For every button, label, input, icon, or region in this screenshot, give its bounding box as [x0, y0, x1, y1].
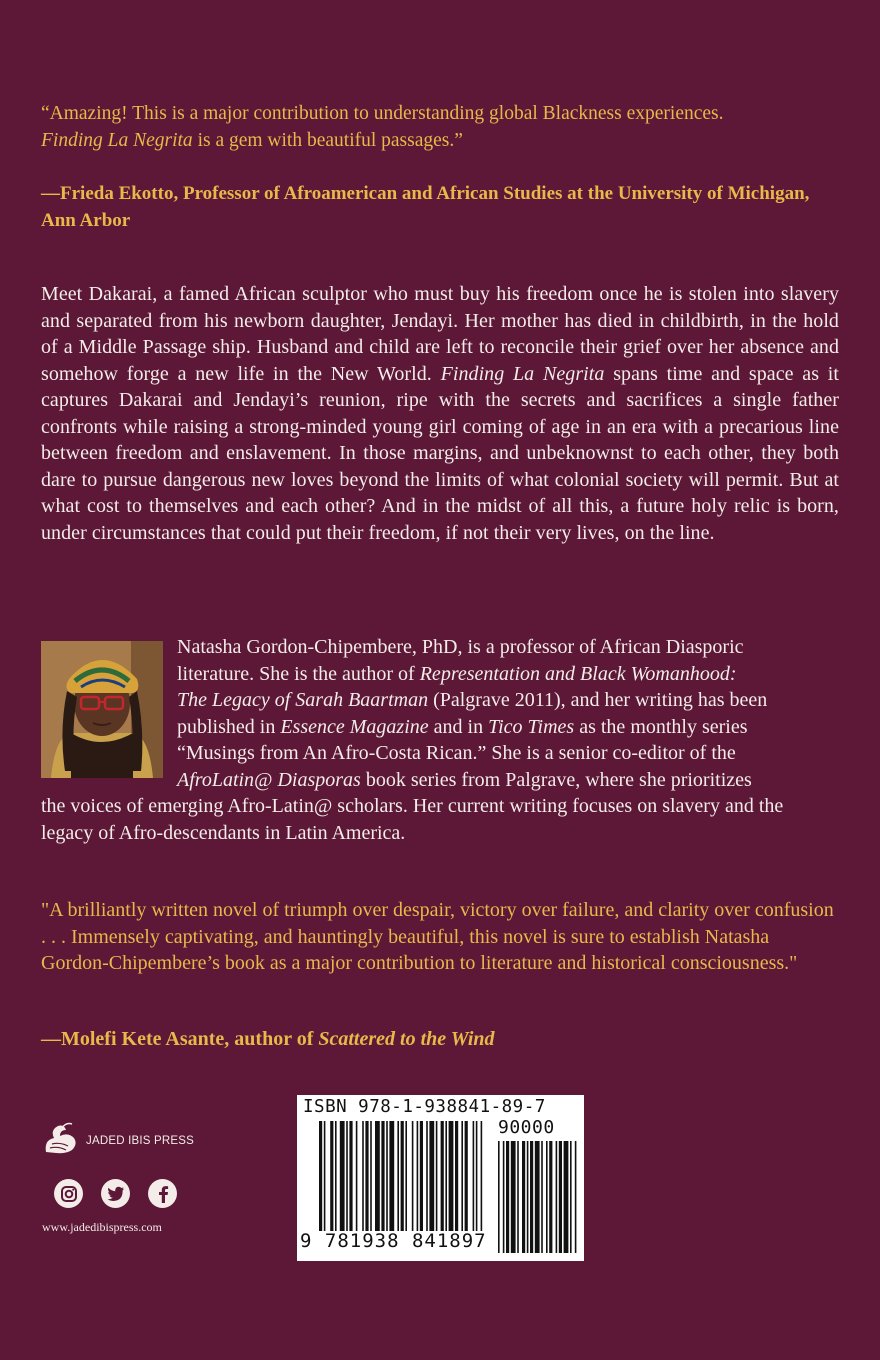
social-links [54, 1179, 202, 1208]
isbn-barcode [297, 1095, 584, 1261]
barcode-bar [473, 1121, 475, 1231]
barcode-bar [356, 1121, 358, 1231]
barcode-addon-bar [498, 1141, 500, 1253]
bio-series-title: AfroLatin@ Diasporas [177, 768, 361, 791]
barcode-bar [445, 1121, 447, 1231]
blurb-book-title: Finding La Negrita [440, 362, 605, 385]
barcode-bar [436, 1121, 438, 1231]
barcode-addon-bar [535, 1141, 540, 1253]
barcode-bar [349, 1121, 352, 1231]
barcode-bar [465, 1121, 468, 1231]
barcode-bar [420, 1121, 423, 1231]
bio-book-title-a: Representation and Black Womanhood: [419, 662, 737, 685]
barcode-bar [381, 1121, 384, 1231]
barcode-bar [324, 1121, 326, 1231]
barcode-bar [481, 1121, 483, 1231]
bio-line-4-b: and in [428, 715, 489, 738]
barcode-bar [426, 1121, 428, 1231]
barcode-bar [335, 1121, 337, 1231]
barcode-addon-bar [503, 1141, 505, 1253]
publisher-info [42, 1122, 202, 1235]
bio-line-6-text: book series from Palgrave, where she prioritizes [360, 768, 752, 791]
bio-line-5: “Musings from An Afro-Costa Rican.” She is a senior co-editor of the [177, 742, 736, 764]
isbn-label: ISBN 978-1-938841-89-7 [303, 1097, 546, 1117]
barcode-bar [389, 1121, 394, 1231]
barcode-bar [412, 1121, 414, 1231]
quote-2-attribution [41, 1026, 839, 1053]
barcode-bar [370, 1121, 372, 1231]
barcode-addon-bar [541, 1141, 543, 1253]
barcode-addon-bar [546, 1141, 548, 1253]
barcode-addon-bar [530, 1141, 533, 1253]
blurb-part-2: spans time and space as it captures Dakarai and Jendayi’s reunion, ripe with the secrets and sacrifices a single father confronts while raising a strong-minded young girl coming of age in an era with a precarious line between freedom and enslavement. In those margins, and unbeknownst to each other, they both dare to pursue dangerous new loves beyond the limits of what colonial society will permit. But at what cost to themselves and each other? And in the midst of all this, a future holy relic is born, under circumstances that could put their freedom, if not their very lives, on the line. [41, 362, 839, 544]
barcode-bar [441, 1121, 444, 1231]
quote-2-attribution-text: —Molefi Kete Asante, author of [41, 1028, 319, 1050]
barcode-bar [455, 1121, 458, 1231]
barcode-addon-bar [517, 1141, 519, 1253]
quote-1-book-title: Finding La Negrita [41, 130, 193, 151]
bio-line-4-a: published in [177, 715, 281, 738]
bio-line-4 [41, 714, 839, 741]
bio-magazine-2: Tico Times [488, 715, 575, 738]
barcode-bar [362, 1121, 364, 1231]
barcode-bar [386, 1121, 388, 1231]
barcode-addon-bar [522, 1141, 525, 1253]
barcode-bar [375, 1121, 380, 1231]
barcode-addon-bar [506, 1141, 509, 1253]
barcode-addon-bar [575, 1141, 577, 1253]
bio-line-4-c: as the monthly series [574, 715, 748, 738]
bio-line-6 [41, 767, 839, 794]
quote-1-attribution: —Frieda Ekotto, Professor of Afroamerican and African Studies at the University of Michigan, Ann Arbor [41, 183, 810, 231]
facebook-icon[interactable] [148, 1179, 177, 1208]
quote-1-text-b: is a gem with beautiful passages.” [192, 130, 463, 151]
bio-line-3 [41, 687, 839, 714]
barcode-bar [429, 1121, 434, 1231]
barcode-addon-bar [549, 1141, 552, 1253]
bio-line-3-text: (Palgrave 2011), and her writing has been [428, 689, 768, 711]
barcode-bar [476, 1121, 478, 1231]
barcode-addon-bar [511, 1141, 516, 1253]
price-code: 90000 [498, 1117, 555, 1138]
bio-book-title-b: The Legacy of Sarah Baartman [177, 689, 429, 711]
quote-1-text-a: “Amazing! This is a major contribution to understanding global Blackness experiences. [41, 103, 724, 124]
blurb-part-1: Meet Dakarai, a famed African sculptor who must buy his freedom once he is stolen into slavery and separated from his newborn daughter, Jendayi. Her mother has died in childbirth, in the hold of a Middle Passage ship. Husband and child are left to reconcile their grief over her absence and somehow forge a new life in the New World. [41, 283, 839, 385]
barcode-bar [449, 1121, 454, 1231]
barcode-bar [330, 1121, 333, 1231]
author-bio [41, 634, 839, 846]
barcode-bar [417, 1121, 419, 1231]
instagram-icon[interactable] [54, 1179, 83, 1208]
praise-quote-2: "A brilliantly written novel of triumph over despair, victory over failure, and clarity over confusion . . . Immensely captivating, and hauntingly beautiful, this novel is sure to establish Natasha Gordon-Chipembere’s book as a major contribution to literature and historical consciousness." [41, 899, 834, 974]
barcode-addon-bar [570, 1141, 572, 1253]
quote-2-book-title: Scattered to the Wind [318, 1028, 495, 1050]
barcode-addon-bar [564, 1141, 569, 1253]
barcode-bar [365, 1121, 368, 1231]
barcode-bar [405, 1121, 407, 1231]
barcode-bar [401, 1121, 404, 1231]
twitter-icon[interactable] [101, 1179, 130, 1208]
bio-line-1: Natasha Gordon-Chipembere, PhD, is a professor of African Diasporic [177, 636, 744, 658]
ean-digits: 9 781938 841897 [300, 1230, 487, 1252]
ibis-logo-icon [42, 1122, 80, 1159]
bio-line-2 [41, 661, 839, 688]
praise-quote-1 [41, 100, 839, 154]
barcode-addon-bar [527, 1141, 529, 1253]
barcode-bar [397, 1121, 399, 1231]
barcode-bar [461, 1121, 463, 1231]
barcode-bar [319, 1121, 322, 1231]
barcode-addon-bar [559, 1141, 562, 1253]
barcode-bar [340, 1121, 345, 1231]
publisher-name: JADED IBIS PRESS [86, 1134, 195, 1147]
publisher-url[interactable]: www.jadedibispress.com [42, 1220, 162, 1234]
publisher-brand [42, 1122, 202, 1159]
barcode-addon-bar [556, 1141, 558, 1253]
bio-line-2-text: literature. She is the author of [177, 662, 420, 685]
barcode-bar [346, 1121, 348, 1231]
bio-magazine-1: Essence Magazine [280, 715, 429, 738]
book-description [41, 281, 839, 546]
bio-line-7: the voices of emerging Afro-Latin@ scholars. Her current writing focuses on slavery and the legacy of Afro-descendants in Latin America. [41, 795, 784, 844]
